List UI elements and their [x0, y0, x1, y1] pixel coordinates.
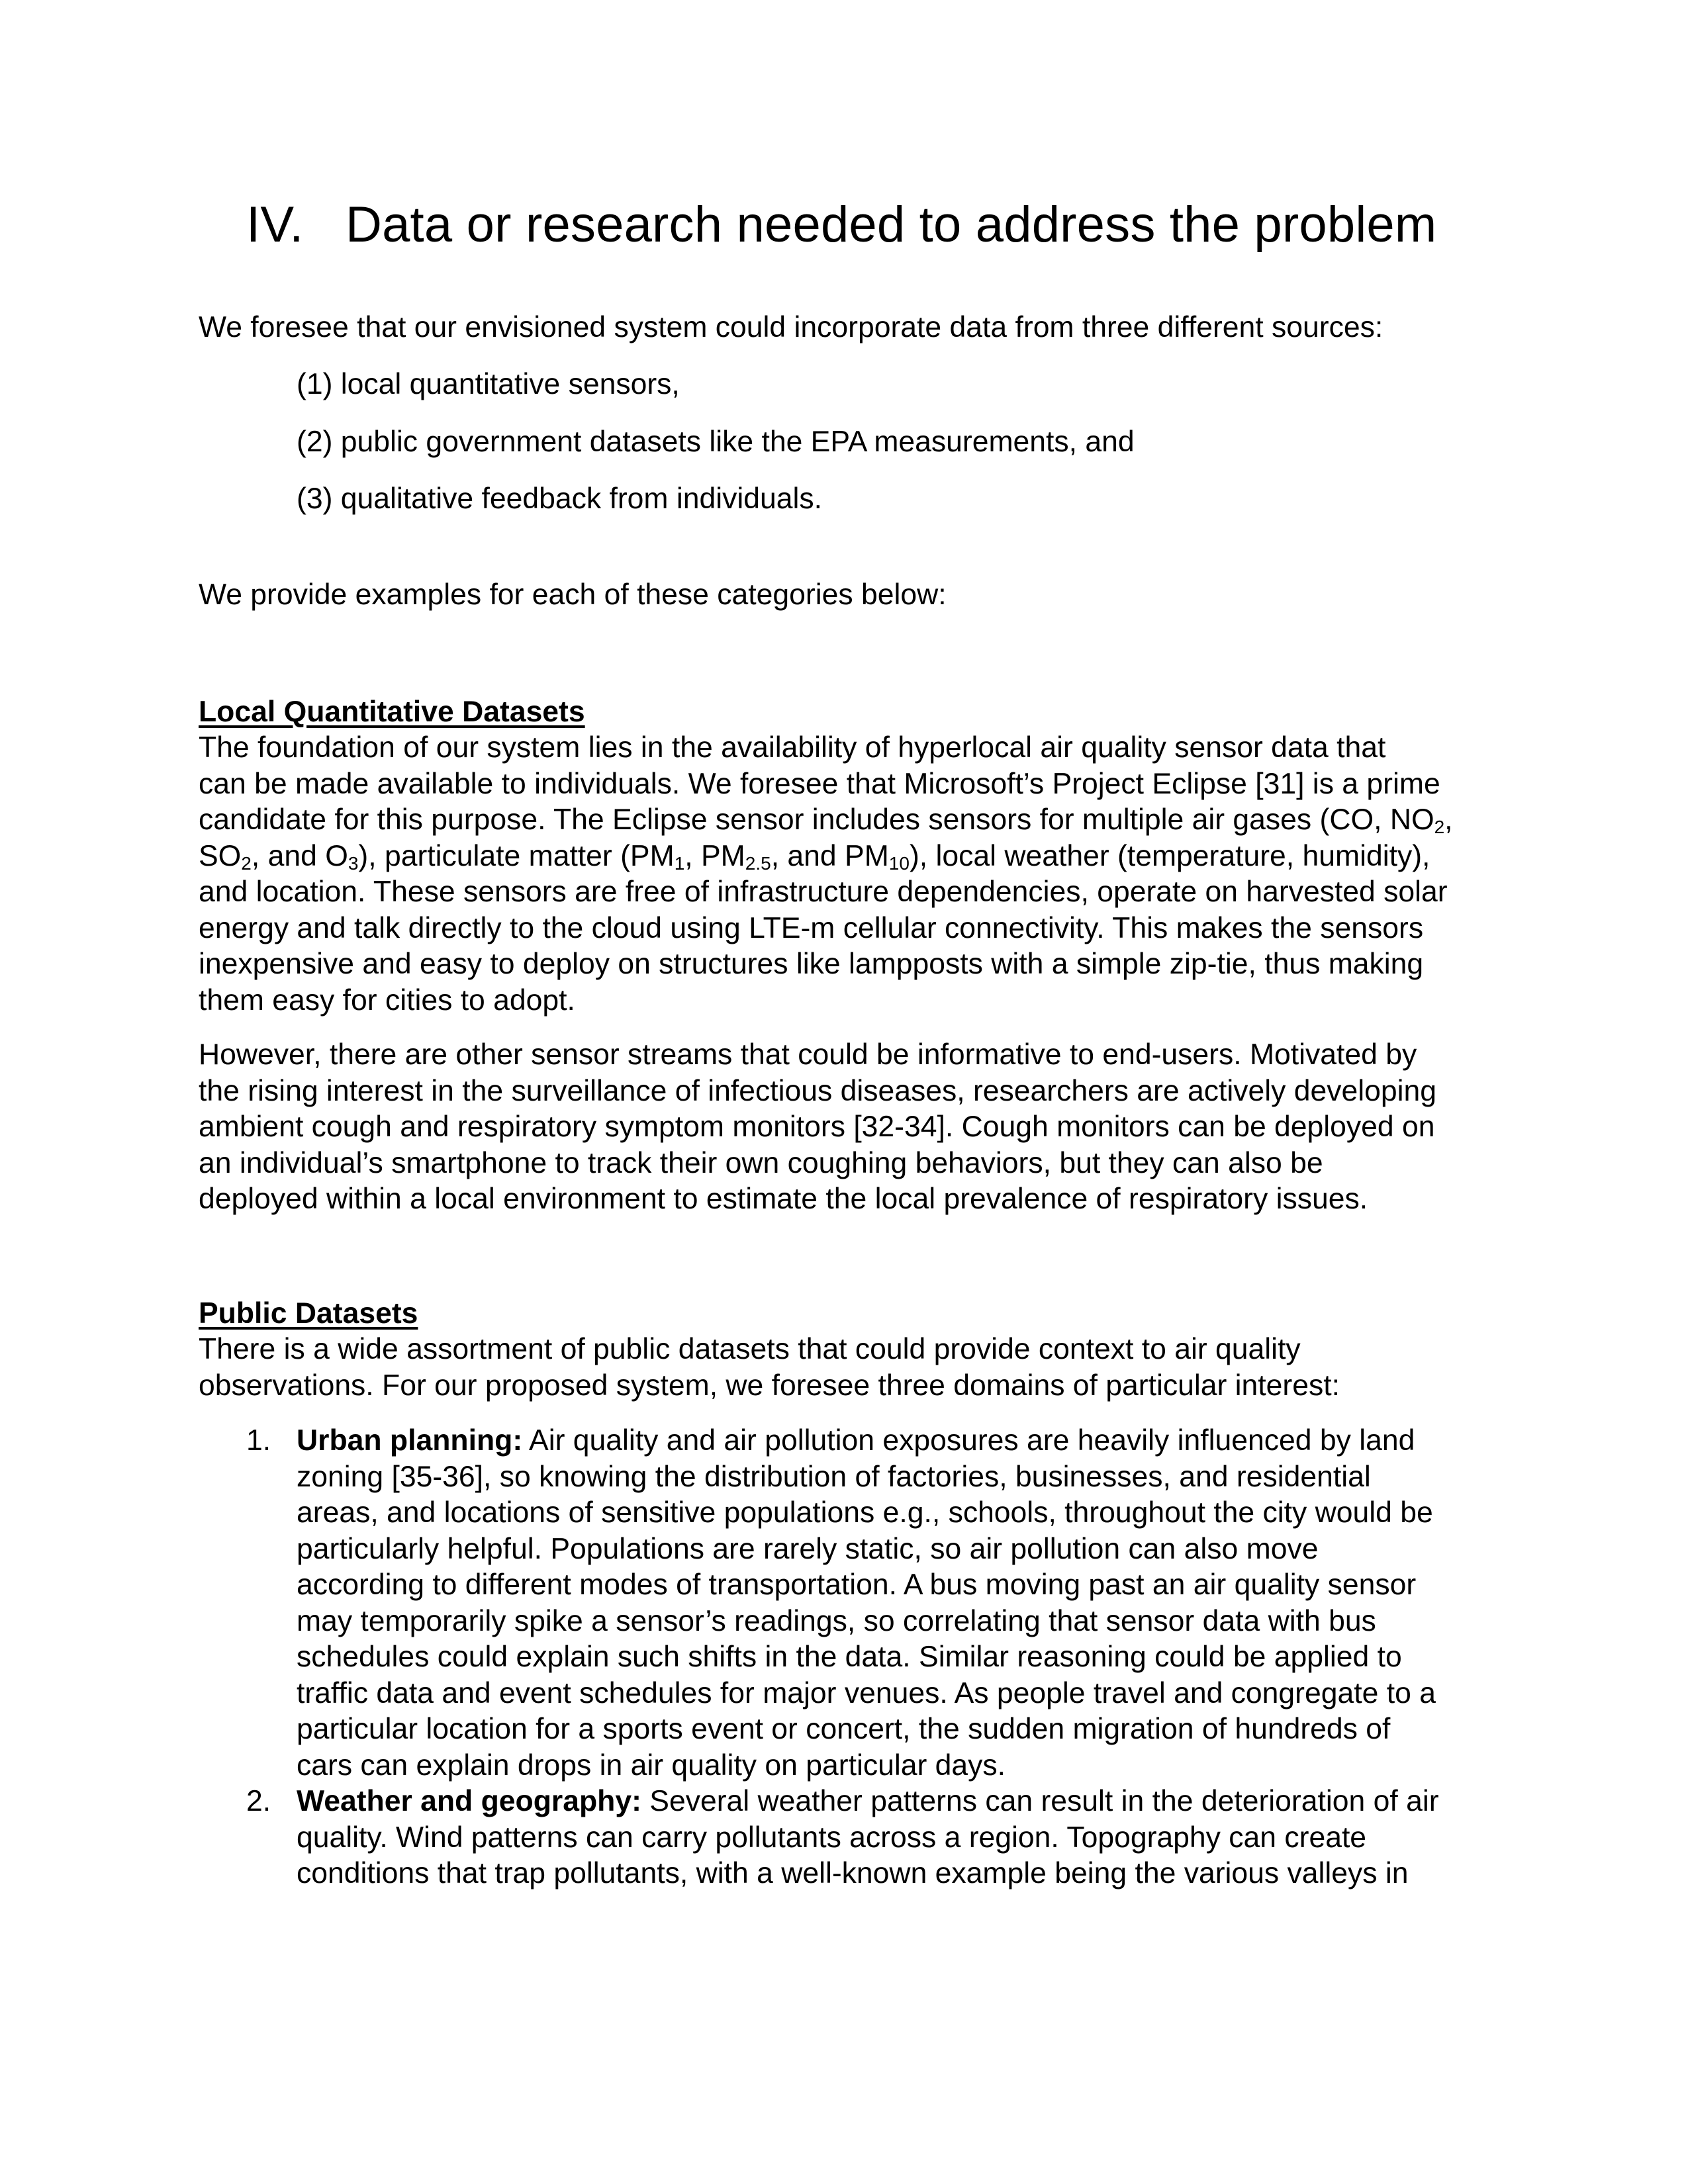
paragraph-line: particular location for a sports event or concert, the sudden migration of hundreds of	[297, 1713, 1391, 1745]
text-run: , PM	[684, 839, 745, 872]
text-run: , and PM	[771, 839, 889, 872]
paragraph-line: inexpensive and easy to deploy on structures like lampposts with a simple zip-tie, thus making	[199, 948, 1424, 980]
paragraph-line: an individual’s smartphone to track their own coughing behaviors, but they can also be	[199, 1146, 1323, 1179]
paragraph-line: ambient cough and respiratory symptom monitors [32-34]. Cough monitors can be deployed on	[199, 1111, 1435, 1143]
list-marker: 1.	[246, 1424, 271, 1457]
paragraph-line: deployed within a local environment to estimate the local prevalence of respiratory issues.	[199, 1183, 1368, 1215]
paragraph-line: them easy for cities to adopt.	[199, 983, 575, 1017]
paragraph-line: observations. For our proposed system, we foresee three domains of particular interest:	[199, 1369, 1340, 1402]
paragraph-line: the rising interest in the surveillance of infectious diseases, researchers are actively developing	[199, 1074, 1436, 1107]
section-title: Data or research needed to address the problem	[346, 197, 1437, 253]
text-run: , and O	[251, 839, 348, 872]
local-datasets-title: Local Quantitative Datasets	[199, 696, 585, 728]
subscript: 10	[888, 852, 910, 874]
item-label: Urban planning:	[297, 1424, 523, 1457]
paragraph-line: cars can explain drops in air quality on particular days.	[297, 1749, 1006, 1782]
item-label: Weather and geography:	[297, 1785, 641, 1817]
paragraph-line: traffic data and event schedules for major venues. As people travel and congregate to a	[297, 1676, 1436, 1709]
section-number: IV.	[246, 197, 304, 253]
text-run: ,	[1444, 803, 1453, 836]
list-marker: 2.	[246, 1785, 271, 1817]
paragraph-line	[297, 1423, 1439, 1459]
paragraph-line: quality. Wind patterns can carry pollutants across a region. Topography can create	[297, 1821, 1367, 1854]
section-heading	[246, 193, 1436, 257]
paragraph-line: However, there are other sensor streams that could be informative to end-users. Motivated by	[199, 1038, 1417, 1071]
paragraph-line: The foundation of our system lies in the availability of hyperlocal air quality sensor data that	[199, 731, 1386, 764]
paragraph-line: areas, and locations of sensitive populations e.g., schools, throughout the city would be	[297, 1496, 1433, 1529]
paragraph-line	[199, 839, 1453, 875]
text-run: ), particulate matter (PM	[358, 839, 675, 872]
paragraph-line: may temporarily spike a sensor’s readings, so correlating that sensor data with bus	[297, 1604, 1376, 1637]
text-run: candidate for this purpose. The Eclipse sensor includes sensors for multiple air gases (CO, NO	[199, 803, 1434, 836]
subscript: 2	[1434, 817, 1445, 837]
paragraph-line: particularly helpful. Populations are rarely static, so air pollution can also move	[297, 1532, 1319, 1565]
paragraph-line: can be made available to individuals. We foresee that Microsoft’s Project Eclipse [31] is a prime	[199, 767, 1440, 800]
subscript: 3	[348, 852, 359, 874]
paragraph-line: conditions that trap pollutants, with a well-known example being the various valleys in	[297, 1857, 1409, 1889]
paragraph-line: and location. These sensors are free of infrastructure dependencies, operate on harvested solar	[199, 876, 1448, 908]
intro-sentence: We foresee that our envisioned system could incorporate data from three different sources:	[199, 311, 1383, 343]
list-item-weather-geography	[246, 1784, 1439, 1892]
text-run: Several weather patterns can result in the deterioration of air	[641, 1785, 1439, 1817]
paragraph-line	[199, 802, 1453, 839]
public-datasets-list	[246, 1423, 1439, 1892]
text-run: Air quality and air pollution exposures are heavily influenced by land	[522, 1424, 1415, 1457]
list-item-urban-planning	[246, 1423, 1439, 1784]
source-item-1: (1) local quantitative sensors,	[297, 368, 680, 400]
subscript: 2.5	[745, 852, 771, 874]
public-datasets-intro	[199, 1332, 1340, 1404]
paragraph-line: zoning [35-36], so knowing the distribution of factories, businesses, and residential	[297, 1460, 1371, 1493]
source-item-3: (3) qualitative feedback from individuals.	[297, 482, 822, 515]
paragraph-line: according to different modes of transportation. A bus moving past an air quality sensor	[297, 1569, 1417, 1601]
text-run: ), local weather (temperature, humidity),	[909, 839, 1430, 872]
local-datasets-paragraph-1	[199, 730, 1453, 1019]
paragraph-line: schedules could explain such shifts in the data. Similar reasoning could be applied to	[297, 1641, 1402, 1673]
paragraph-line: energy and talk directly to the cloud using LTE-m cellular connectivity. This makes the sensors	[199, 911, 1424, 944]
source-item-2: (2) public government datasets like the EPA measurements, and	[297, 426, 1135, 458]
paragraph-line: There is a wide assortment of public datasets that could provide context to air quality	[199, 1333, 1301, 1365]
subscript: 2	[241, 852, 252, 874]
local-datasets-paragraph-2	[199, 1037, 1436, 1218]
examples-sentence: We provide examples for each of these categories below:	[199, 578, 947, 611]
public-datasets-title: Public Datasets	[199, 1297, 418, 1330]
text-run: SO	[199, 839, 242, 872]
paragraph-line	[297, 1784, 1439, 1820]
subscript: 1	[674, 852, 685, 874]
